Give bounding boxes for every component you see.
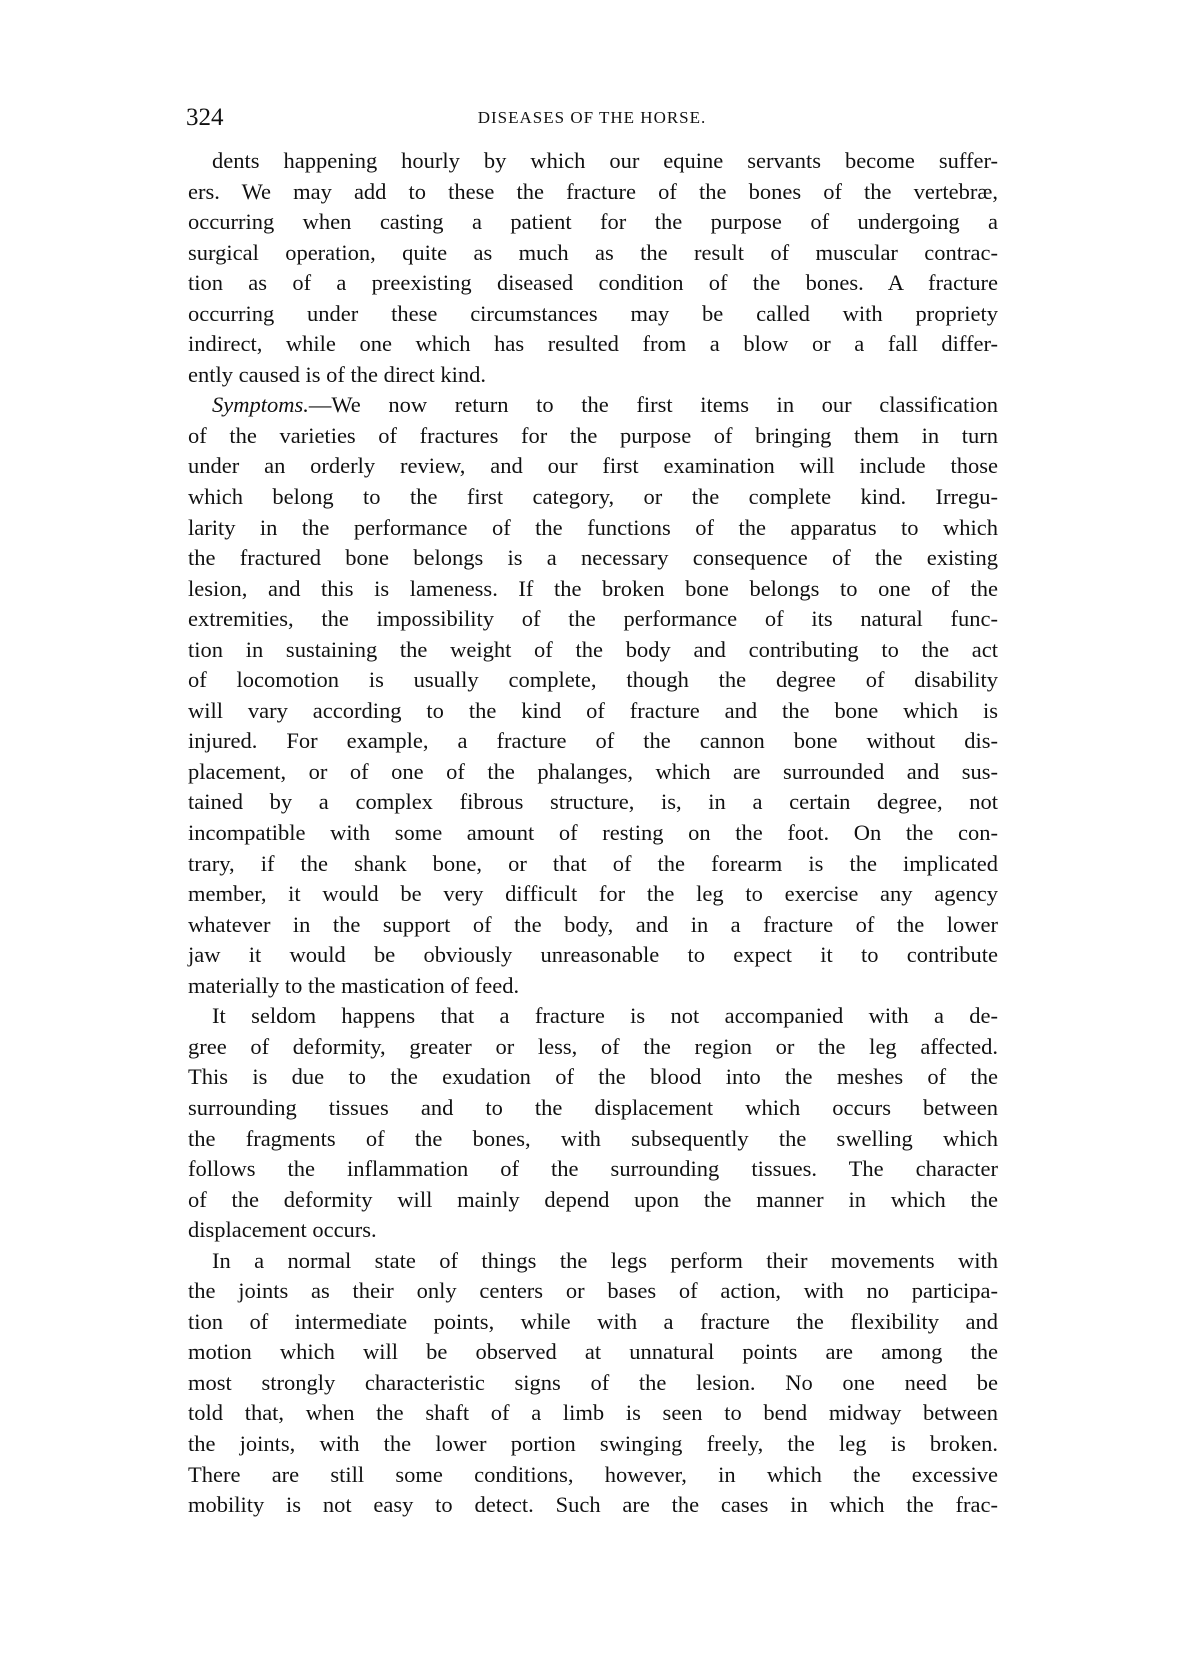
text-line [188,1215,998,1246]
text-line [188,1246,998,1277]
text-line [188,1185,998,1216]
line-text: injured. For example, a fracture of the cannon bone without dis- [188,728,998,754]
line-text: It seldom happens that a fracture is not accompanied with a de- [212,1003,998,1029]
line-text: whatever in the support of the body, and in a fracture of the lower [188,911,998,937]
line-text: under an orderly review, and our first examination will include those [188,453,998,479]
text-line [188,1337,998,1368]
text-line [188,1429,998,1460]
text-line [188,849,998,880]
text-line [188,574,998,605]
line-text: jaw it would be obviously unreasonable to expect it to contribute [188,942,998,968]
text-line [188,207,998,238]
page-header [186,104,998,134]
line-text: larity in the performance of the functions of the apparatus to which [188,514,998,540]
line-text: placement, or of one of the phalanges, which are surrounded and sus- [188,758,998,784]
line-text: member, it would be very difficult for the leg to exercise any agency [188,881,998,907]
line-text: surrounding tissues and to the displacement which occurs between [188,1094,998,1120]
text-line [188,421,998,452]
paragraph [188,1246,998,1521]
line-text: tion of intermediate points, while with a fracture the flexibility and [188,1308,998,1334]
text-line [188,390,998,421]
line-text: the joints, with the lower portion swinging freely, the leg is broken. [188,1430,998,1456]
line-text: indirect, while one which has resulted from a blow or a fall differ- [188,331,998,357]
text-line [188,329,998,360]
line-text: of the deformity will mainly depend upon the manner in which the [188,1186,998,1212]
line-text: the fractured bone belongs is a necessary consequence of the existing [188,545,998,571]
text-line [188,1368,998,1399]
text-line [188,1154,998,1185]
line-text: extremities, the impossibility of the performance of its natural func- [188,606,998,632]
line-text: dents happening hourly by which our equine servants become suffer- [212,148,998,173]
line-text: will vary according to the kind of fracture and the bone which is [188,697,998,723]
line-text: displacement occurs. [188,1217,377,1243]
text-line [188,787,998,818]
text-line [188,1460,998,1491]
text-line [188,971,998,1002]
paragraph [188,146,998,390]
text-line [188,1062,998,1093]
text-line [188,1124,998,1155]
line-text: materially to the mastication of feed. [188,972,520,998]
line-text: ently caused is of the direct kind. [188,361,487,387]
text-line [188,1093,998,1124]
text-line [188,879,998,910]
line-text: surgical operation, quite as much as the result of muscular contrac- [188,239,998,265]
text-line [188,513,998,544]
text-line [188,146,998,177]
line-text: the joints as their only centers or bases of action, with no participa- [188,1278,998,1304]
section-lead: Symptoms. [212,392,309,418]
running-title: DISEASES OF THE HORSE. [477,108,707,127]
text-line [188,604,998,635]
text-line [188,360,998,391]
text-line [188,451,998,482]
text-line [188,940,998,971]
text-line [188,1032,998,1063]
text-line [188,1490,998,1521]
line-text: motion which will be observed at unnatural points are among the [188,1339,998,1365]
line-text: told that, when the shaft of a limb is seen to bend midway between [188,1400,998,1426]
text-line [188,665,998,696]
text-line [188,757,998,788]
text-line [188,1001,998,1032]
line-text: tion as of a preexisting diseased condition of the bones. A fracture [188,270,998,296]
line-text: ers. We may add to these the fracture of the bones of the vertebræ, [188,178,998,204]
line-text: tion in sustaining the weight of the body and contributing to the act [188,636,998,662]
text-line [188,1398,998,1429]
line-text: —We now return to the first items in our classification [308,392,998,418]
line-text: occurring under these circumstances may be called with propriety [188,300,998,326]
text-line [188,1276,998,1307]
line-text: the fragments of the bones, with subsequently the swelling which [188,1125,998,1151]
paragraph [188,1001,998,1245]
line-text: lesion, and this is lameness. If the broken bone belongs to one of the [188,575,998,601]
text-line [188,635,998,666]
text-line [188,726,998,757]
line-text: mobility is not easy to detect. Such are the cases in which the frac- [188,1492,998,1518]
line-text: of locomotion is usually complete, though the degree of disability [188,667,998,693]
line-text: gree of deformity, greater or less, of the region or the leg affected. [188,1033,998,1059]
text-line [188,1307,998,1338]
line-text: which belong to the first category, or the complete kind. Irregu- [188,484,998,510]
text-line [188,543,998,574]
line-text: In a normal state of things the legs perform their movements with [212,1247,998,1273]
line-text: occurring when casting a patient for the purpose of undergoing a [188,209,998,235]
text-line [188,696,998,727]
text-line [188,238,998,269]
text-line [188,299,998,330]
paragraph [188,390,998,1001]
line-text: trary, if the shank bone, or that of the forearm is the implicated [188,850,998,876]
line-text: of the varieties of fractures for the purpose of bringing them in turn [188,422,998,448]
line-text: This is due to the exudation of the blood into the meshes of the [188,1064,998,1090]
text-line [188,268,998,299]
page-number: 324 [186,104,224,131]
line-text: tained by a complex fibrous structure, is, in a certain degree, not [188,789,998,815]
text-line [188,177,998,208]
line-text: incompatible with some amount of resting on the foot. On the con- [188,820,998,846]
page-body [188,146,998,1521]
text-line [188,910,998,941]
text-line [188,818,998,849]
line-text: There are still some conditions, however, in which the excessive [188,1461,998,1487]
line-text: follows the inflammation of the surrounding tissues. The character [188,1156,998,1182]
line-text: most strongly characteristic signs of the lesion. No one need be [188,1369,998,1395]
text-line [188,482,998,513]
